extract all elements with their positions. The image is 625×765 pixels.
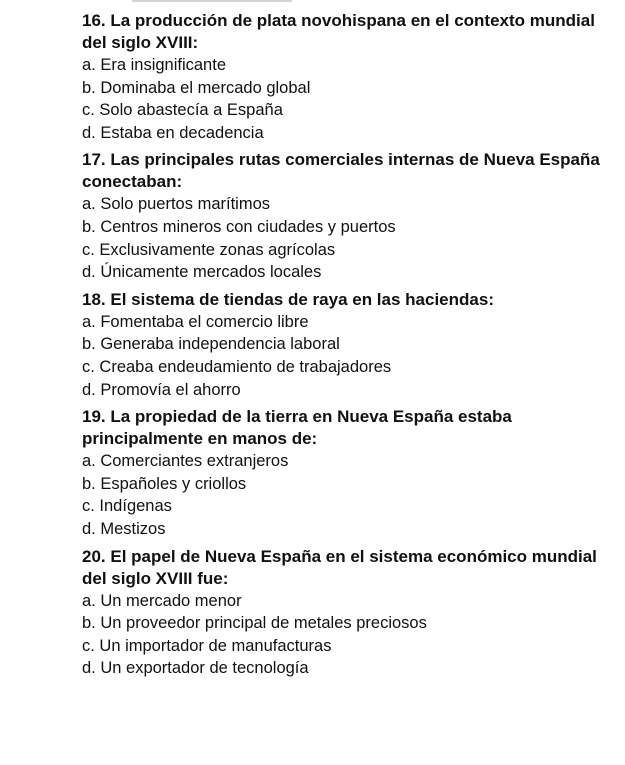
answer-option-b: b. Generaba independencia laboral: [82, 335, 340, 354]
answer-option-b: b. Un proveedor principal de metales preciosos: [82, 614, 427, 633]
question-16: [82, 10, 602, 144]
question-title: 16. La producción de plata novohispana en el contexto mundial del siglo XVIII:: [82, 11, 595, 52]
answer-option-b: b. Españoles y criollos: [82, 474, 247, 493]
answer-option-d: d. Promovía el ahorro: [82, 380, 241, 399]
answer-option-d: d. Únicamente mercados locales: [82, 263, 322, 282]
question-18: [82, 289, 602, 401]
question-title: 18. El sistema de tiendas de raya en las haciendas:: [82, 289, 494, 309]
question-17: [82, 149, 602, 283]
answer-option-b: b. Dominaba el mercado global: [82, 78, 311, 97]
answer-option-c: c. Indígenas: [82, 497, 172, 516]
question-title: 17. Las principales rutas comerciales internas de Nueva España conectaban:: [82, 150, 600, 192]
answer-option-c: c. Un importador de manufacturas: [82, 636, 332, 655]
answer-option-a: a. Solo puertos marítimos: [82, 195, 270, 214]
answer-option-d: d. Un exportador de tecnología: [82, 659, 309, 678]
question-20: [82, 546, 602, 680]
top-divider-line: [132, 0, 292, 2]
answer-option-a: a. Un mercado menor: [82, 591, 242, 610]
answer-option-d: d. Estaba en decadencia: [82, 123, 264, 142]
question-title: 20. El papel de Nueva España en el sistema económico mundial del siglo XVIII fue:: [82, 546, 597, 588]
quiz-document: [82, 10, 602, 685]
answer-option-d: d. Mestizos: [82, 519, 166, 538]
answer-option-b: b. Centros mineros con ciudades y puertos: [82, 217, 396, 236]
answer-option-a: a. Era insignificante: [82, 56, 226, 74]
answer-option-c: c. Creaba endeudamiento de trabajadores: [82, 357, 392, 376]
question-19: [82, 406, 602, 540]
answer-option-a: a. Comerciantes extranjeros: [82, 452, 289, 471]
answer-option-c: c. Exclusivamente zonas agrícolas: [82, 240, 336, 259]
answer-option-a: a. Fomentaba el comercio libre: [82, 312, 309, 331]
answer-option-c: c. Solo abastecía a España: [82, 101, 283, 120]
question-title: 19. La propiedad de la tierra en Nueva España estaba principalmente en manos de:: [82, 407, 512, 449]
